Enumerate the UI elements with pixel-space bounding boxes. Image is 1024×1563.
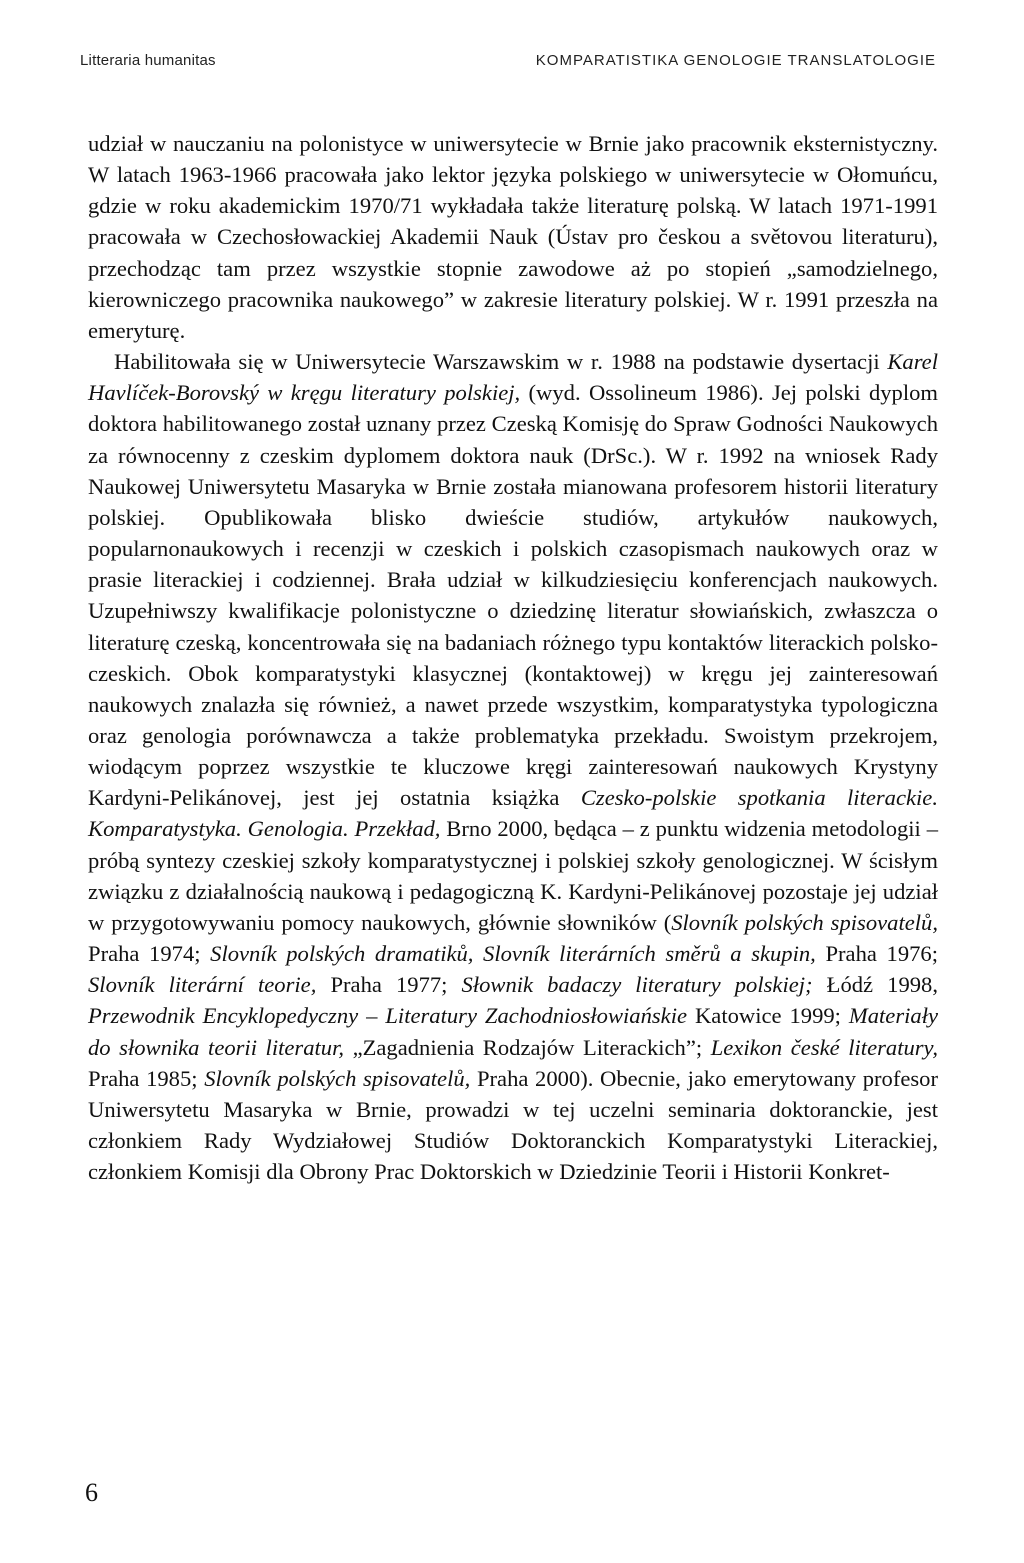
text-segment: Habilitowała się w Uniwersytecie Warszawskim w r. 1988 na podstawie dysertacji (114, 349, 888, 375)
main-text (88, 128, 938, 1187)
italic-title-segment: Karel Havlíček-Borovský w kręgu literatury polskiej, (88, 349, 938, 406)
italic-title-segment: Czesko-polskie spotkania literackie. Komparatystyka. Genologia. Przekład, (88, 785, 938, 842)
italic-title-segment: Słownik badaczy literatury polskiej; (461, 972, 813, 998)
text-segment: Praha 2000). Obecnie, jako emerytowany profesor Uniwersytetu Masaryka w Brnie, prowadzi w tej uczelni seminaria doktoranckie, jest członkiem Rady Wydziałowej Studiów Doktoranckich Komparatystyki Literackiej, członkiem Komisji dla Obrony Prac Doktorskich w Dziedzinie Teorii i Historii Konkret- (88, 1065, 938, 1185)
italic-title-segment: Przewodnik Encyklopedyczny – Literatury Zachodniosłowiańskie (88, 1003, 688, 1029)
text-segment: Praha 1976; (815, 941, 938, 967)
text-segment: Brno 2000, będąca – z punktu widzenia metodologii – próbą syntezy czeskiej szkoły komparatystycznej i polskiej szkoły genologicznej. W ścisłym związku z działalnością naukową i pedagogiczną K. Kardyni-Pelikánovej pozostaje jej udział w przygotowywaniu pomocy naukowych, głównie słowników ( (88, 816, 938, 935)
running-header (80, 52, 936, 74)
text-segment: „Zagadnienia Rodzajów Literackich”; (344, 1034, 711, 1060)
text-segment: Praha 1985; (88, 1065, 205, 1091)
text-segment: Łódź 1998, (812, 972, 938, 998)
italic-title-segment: Slovník polských spisovatelů, (671, 909, 938, 935)
page-number: 6 (85, 1478, 98, 1507)
text-segment: Katowice 1999; (687, 1003, 849, 1029)
paragraph-1 (88, 128, 938, 346)
journal-title: Litteraria humanitas (80, 52, 216, 69)
italic-title-segment: Slovník polských dramatiků, Slovník literárních směrů a skupin, (210, 941, 816, 967)
italic-title-segment: Materiały do słownika teorii literatur, (88, 1003, 939, 1060)
section-title: KOMPARATISTIKA GENOLOGIE TRANSLATOLOGIE (535, 52, 936, 69)
italic-title-segment: Slovník literární teorie, (88, 972, 317, 998)
text-segment: Praha 1977; (316, 972, 462, 998)
italic-title-segment: Lexikon české literatury, (710, 1034, 938, 1060)
text-segment: Praha 1974; (88, 941, 211, 967)
text-segment: udział w nauczaniu na polonistyce w uniwersytecie w Brnie jako pracownik eksternistyczny. W latach 1963-1966 pracowała jako lektor języka polskiego w uniwersytecie w Ołomuńcu, gdzie w roku akademickim 1970/71 wykładała także literaturę polską. W latach 1971-1991 pracowała w Czechosłowackiej Akademii Nauk (Ústav pro českou a světovou literaturu), przechodząc tam przez wszystkie stopnie zawodowe aż po stopień „samodzielnego, kierowniczego pracownika naukowego” w zakresie literatury polskiej. W r. 1991 przeszła na emeryturę. (88, 131, 938, 343)
paragraph-2 (88, 346, 938, 1187)
text-segment: (wyd. Ossolineum 1986). Jej polski dyplom doktora habilitowanego został uznany przez Czeską Komisję do Spraw Godności Naukowych za równocenny z czeskim dyplomem doktora nauk (DrSc.). W r. 1992 na wniosek Rady Naukowej Uniwersytetu Masaryka w Brnie została mianowana profesorem historii literatury polskiej. Opublikowała blisko dwieście studiów, artykułów naukowych, popularnonaukowych i recenzji w czeskich i polskich czasopismach naukowych oraz w prasie literackiej i codziennej. Brała udział w kilkudziesięciu konferencjach naukowych. Uzupełniwszy kwalifikacje polonistyczne o dziedzinę literatur słowiańskich, zwłaszcza o literaturę czeską, koncentrowała się na badaniach różnego typu kontaktów literackich polsko-czeskich. Obok komparatystyki klasycznej (kontaktowej) w kręgu jej zainteresowań naukowych znalazła się również, a nawet przede wszystkim, komparatystyka typologiczna oraz genologia porównawcza a także problematyka przekładu. Swoistym przekrojem, wiodącym poprzez wszystkie te kluczowe kręgi zainteresowań naukowych Krystyny Kardyni-Pelikánovej, jest jej ostatnia książka (88, 380, 938, 811)
italic-title-segment: Slovník polských spisovatelů, (204, 1065, 471, 1091)
